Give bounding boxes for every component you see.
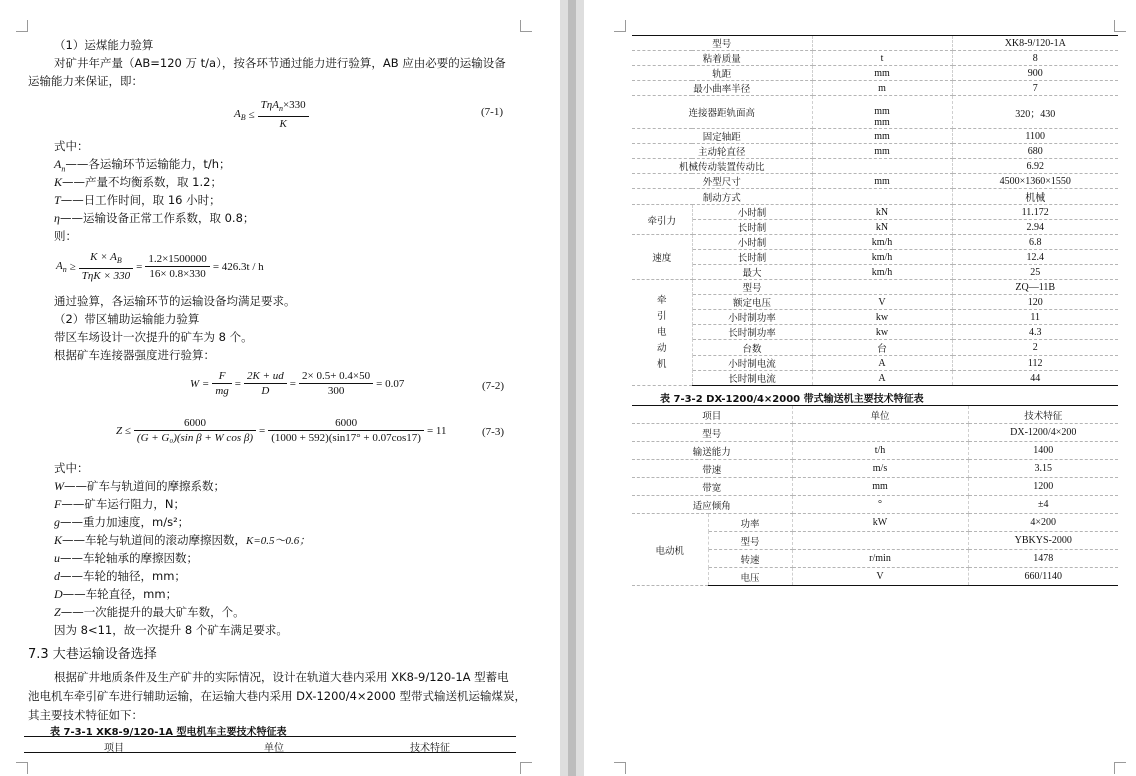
cell-item: 带宽 [632, 478, 792, 496]
equation-capacity: $A_n$ ≥ $\frac{K \times A_B}{\text{TηK × 330}}$ = $\frac{1.2\times 1500000}{16\times 0.8\times 330}$ = 426.3t / h [56, 251, 264, 283]
cell-unit [792, 532, 968, 550]
cell-unit: m [812, 81, 952, 96]
cell-value: 7 [952, 81, 1118, 96]
cell-unit: mm [812, 144, 952, 159]
table-row [632, 371, 1118, 386]
cell-item: 小时制 [692, 235, 812, 250]
cell-value: 4.3 [952, 325, 1118, 340]
cell-unit [812, 36, 952, 51]
cell-unit: mm mm [812, 96, 952, 129]
cell-item: 型号 [632, 36, 812, 51]
cell-unit: t/h [792, 442, 968, 460]
definition: D——车轮直径，mm； [54, 587, 178, 601]
table-caption-7-3-2: 表 7-3-2 DX-1200/4×2000 带式输送机主要技术特征表 [660, 394, 924, 405]
cell-value: 320；430 [952, 96, 1118, 129]
definition: K——车轮与轨道间的滚动摩擦因数，K=0.5～0.6； [54, 533, 311, 547]
table-row [632, 265, 1118, 280]
cell-unit: mm [812, 66, 952, 81]
document-page-left [0, 0, 560, 776]
cell-value: XK8-9/120-1A [952, 36, 1118, 51]
loco-spec-table [632, 35, 1118, 386]
definition: T——日工作时间，取 16 小时； [54, 193, 221, 207]
cell-value: 11 [952, 310, 1118, 325]
then-label: 则： [54, 229, 77, 243]
paragraph: 根据矿车连接器强度进行验算： [54, 348, 215, 362]
cell-value: 900 [952, 66, 1118, 81]
table-row [632, 310, 1118, 325]
paragraph: 池电机车牵引矿车进行辅助运输，在运输大巷内采用 DX-1200/4×2000 型带式输送机运输煤炭， [28, 689, 526, 703]
table-row [632, 235, 1118, 250]
cell-value: 3.15 [968, 460, 1118, 478]
cell-unit [812, 159, 952, 174]
cell-unit: kw [812, 325, 952, 340]
table-row [632, 220, 1118, 235]
cell-unit: 台 [812, 340, 952, 356]
cell-item: 适应倾角 [632, 496, 792, 514]
group-label: 速度 [632, 235, 692, 280]
cell-item: 功率 [708, 514, 792, 532]
cell-unit: kw [812, 310, 952, 325]
cell-item: 机械传动装置传动比 [632, 159, 812, 174]
definition: η——运输设备正常工作系数，取 0.8； [54, 211, 255, 225]
table-row [632, 96, 1118, 129]
table-row [632, 159, 1118, 174]
cell-unit: mm [812, 129, 952, 144]
cell-unit: A [812, 356, 952, 371]
cell-item: 型号 [692, 280, 812, 295]
where-label: 式中： [54, 139, 89, 153]
cell-unit: kN [812, 220, 952, 235]
table-row [632, 144, 1118, 159]
equation-7-1: $A_B$ ≤ $\frac{T\eta A_n\times 330}{K}$ [234, 98, 309, 131]
cell-value: 1478 [968, 550, 1118, 568]
heading-aux-transport: （2）带区辅助运输能力验算 [54, 312, 200, 326]
cell-item: 型号 [632, 424, 792, 442]
equation-7-2: W = $\frac{F}{mg}$ = $\frac{2K + ud}{D}$ = $\frac{2\times 0.5+ 0.4\times 50}{300}$ = 0.07 [190, 370, 405, 397]
crop-mark [520, 762, 532, 774]
cell-value: 6.92 [952, 159, 1118, 174]
cell-item: 额定电压 [692, 295, 812, 310]
cell-unit: V [792, 568, 968, 586]
definition: Z——一次能提升的最大矿车数，个。 [54, 605, 245, 619]
cell-unit: m/s [792, 460, 968, 478]
table-header-loco [24, 736, 516, 753]
cell-item: 输送能力 [632, 442, 792, 460]
cell-item: 粘着质量 [632, 51, 812, 66]
cell-value: ±4 [968, 496, 1118, 514]
cell-value: 2.94 [952, 220, 1118, 235]
cell-value: 机械 [952, 189, 1118, 205]
definition: $A_n——$各运输环节运输能力，t/h； [54, 157, 231, 174]
cell-item: 型号 [708, 532, 792, 550]
paragraph: 带区车场设计一次提升的矿车为 8 个。 [54, 330, 253, 344]
equation-number: (7-2) [482, 380, 504, 392]
crop-mark [614, 762, 626, 774]
header-unit: 单位 [792, 406, 968, 424]
definition: u——车轮轴承的摩擦因数； [54, 551, 198, 565]
header-item: 项目 [632, 406, 792, 424]
table-row [632, 129, 1118, 144]
cell-item: 转速 [708, 550, 792, 568]
cell-unit: kN [812, 205, 952, 220]
cell-item: 长时制电流 [692, 371, 812, 386]
definition: F——矿车运行阻力，N； [54, 497, 185, 511]
cell-item: 长时制功率 [692, 325, 812, 340]
table-caption-7-3-1: 表 7-3-1 XK8-9/120-1A 型电机车主要技术特征表 [50, 727, 287, 738]
cell-unit: mm [812, 174, 952, 189]
table-row [632, 325, 1118, 340]
cell-unit: km/h [812, 250, 952, 265]
cell-value: 4500×1360×1550 [952, 174, 1118, 189]
table-header-row [632, 406, 1118, 424]
equation-number: (7-1) [481, 106, 503, 118]
cell-item: 小时制 [692, 205, 812, 220]
section-heading-7-3: 7.3 大巷运输设备选择 [28, 647, 157, 662]
heading-coal-capacity: （1）运煤能力验算 [54, 38, 154, 52]
table-row [632, 280, 1118, 295]
belt-spec-table [632, 405, 1118, 586]
cell-value: 11.172 [952, 205, 1118, 220]
cell-value: 2 [952, 340, 1118, 356]
cell-item: 小时制功率 [692, 310, 812, 325]
cell-value: DX-1200/4×200 [968, 424, 1118, 442]
cell-item: 带速 [632, 460, 792, 478]
cell-item: 固定轴距 [632, 129, 812, 144]
group-label: 牵 引 电 动 机 [632, 280, 692, 386]
cell-item: 最大 [692, 265, 812, 280]
paragraph: 通过验算，各运输环节的运输设备均满足要求。 [54, 294, 296, 308]
where-label: 式中： [54, 461, 89, 475]
crop-mark [614, 20, 626, 32]
cell-unit [792, 424, 968, 442]
crop-mark [1114, 20, 1126, 32]
cell-value: 660/1140 [968, 568, 1118, 586]
cell-value: 12.4 [952, 250, 1118, 265]
table-row [632, 36, 1118, 51]
cell-item: 最小曲率半径 [632, 81, 812, 96]
cell-item: 主动轮直径 [632, 144, 812, 159]
table-row [632, 51, 1118, 66]
cell-value: 25 [952, 265, 1118, 280]
group-label: 电动机 [632, 514, 708, 586]
cell-value: 1200 [968, 478, 1118, 496]
table-row [632, 340, 1118, 356]
cell-item: 轨距 [632, 66, 812, 81]
cell-unit [812, 280, 952, 295]
crop-mark [520, 20, 532, 32]
cell-unit: V [812, 295, 952, 310]
cell-item: 台数 [692, 340, 812, 356]
cell-unit: km/h [812, 265, 952, 280]
cell-value: YBKYS-2000 [968, 532, 1118, 550]
cell-value: ZQ—11B [952, 280, 1118, 295]
cell-unit: ° [792, 496, 968, 514]
cell-item: 长时制 [692, 220, 812, 235]
cell-unit: mm [792, 478, 968, 496]
cell-value: 44 [952, 371, 1118, 386]
cell-value: 112 [952, 356, 1118, 371]
cell-unit [812, 189, 952, 205]
cell-value: 120 [952, 295, 1118, 310]
cell-item: 外型尺寸 [632, 174, 812, 189]
table-row [632, 250, 1118, 265]
crop-mark [1114, 762, 1126, 774]
cell-unit: A [812, 371, 952, 386]
cell-item: 小时制电流 [692, 356, 812, 371]
paragraph: 其主要技术特征如下： [28, 708, 143, 722]
table-row [632, 356, 1118, 371]
paragraph: 根据矿井地质条件及生产矿井的实际情况，设计在轨道大巷内采用 XK8-9/120-1A 型蓄电 [54, 670, 509, 684]
crop-mark [16, 762, 28, 774]
header-unit: 单位 [264, 743, 284, 754]
header-spec: 技术特征 [410, 743, 450, 754]
cell-unit: km/h [812, 235, 952, 250]
cell-unit: kW [792, 514, 968, 532]
paragraph: 因为 8<11，故一次提升 8 个矿车满足要求。 [54, 623, 288, 637]
scrollbar[interactable] [568, 0, 576, 776]
cell-value: 680 [952, 144, 1118, 159]
cell-item: 电压 [708, 568, 792, 586]
cell-value: 6.8 [952, 235, 1118, 250]
crop-mark [16, 20, 28, 32]
table-row [632, 189, 1118, 205]
table-row [632, 496, 1118, 514]
equation-number: (7-3) [482, 426, 504, 438]
table-row [632, 295, 1118, 310]
definition: W——矿车与轨道间的摩擦系数； [54, 479, 225, 493]
table-row [632, 442, 1118, 460]
table-row [632, 460, 1118, 478]
paragraph: 运输能力来保证，即： [28, 74, 143, 88]
cell-value: 1100 [952, 129, 1118, 144]
cell-unit: t [812, 51, 952, 66]
table-row [632, 205, 1118, 220]
group-label: 牵引力 [632, 205, 692, 235]
cell-unit: r/min [792, 550, 968, 568]
cell-item: 连接器距轨面高 [632, 96, 812, 129]
equation-7-3: Z ≤ $\frac{6000}{\text{(G + G₀)(sin β + W cos β)}}$ = $\frac{6000}{(1000 + 592)(\sin 17^\circ + 0.07\cos 17)}$ = 11 [116, 417, 447, 444]
table-row [632, 478, 1118, 496]
table-row [632, 174, 1118, 189]
definition: K——产量不均衡系数，取 1.2； [54, 175, 222, 189]
definition: g——重力加速度，m/s²； [54, 515, 190, 529]
table-row [632, 81, 1118, 96]
cell-item: 长时制 [692, 250, 812, 265]
document-page-right [584, 0, 1136, 776]
header-spec: 技术特征 [968, 406, 1118, 424]
cell-value: 1400 [968, 442, 1118, 460]
page-gap [560, 0, 584, 776]
cell-value: 4×200 [968, 514, 1118, 532]
table-row [632, 424, 1118, 442]
paragraph: 对矿井年产量（AB=120 万 t/a），按各环节通过能力进行验算，AB 应由必要的运输设备 [54, 56, 506, 70]
table-row [632, 514, 1118, 532]
header-item: 项目 [104, 743, 124, 754]
table-row [632, 66, 1118, 81]
cell-item: 制动方式 [632, 189, 812, 205]
definition: d——车轮的轴径，mm； [54, 569, 186, 583]
cell-value: 8 [952, 51, 1118, 66]
